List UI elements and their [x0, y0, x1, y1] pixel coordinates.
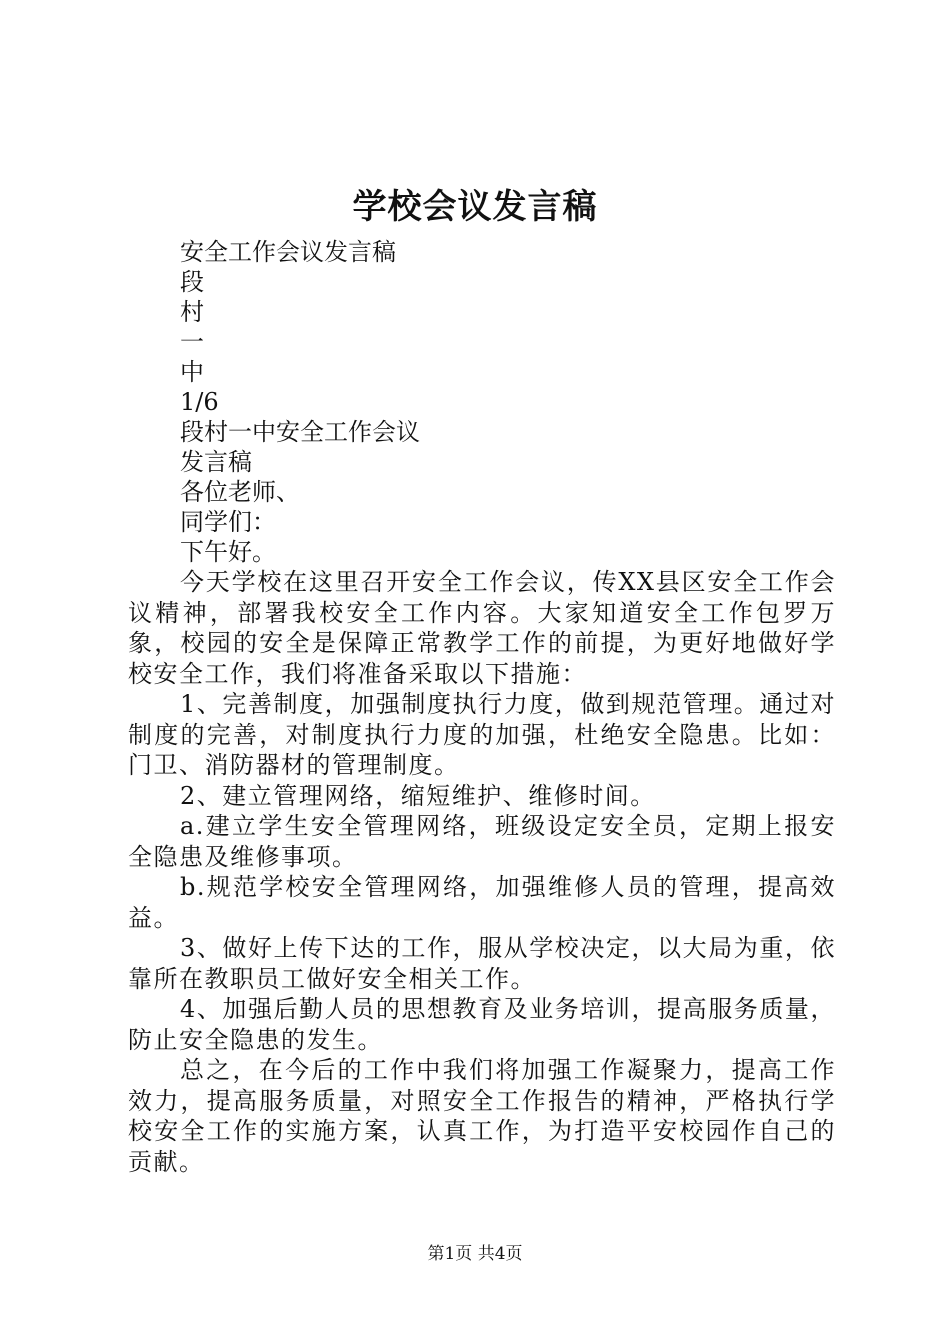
text-line: 一: [180, 328, 204, 356]
document-title: 学校会议发言稿: [352, 187, 598, 227]
body-paragraph: a.建立学生安全管理网络，班级设定安全员，定期上报安全隐患及维修事项。: [128, 812, 836, 871]
body-paragraph: 总之，在今后的工作中我们将加强工作凝聚力，提高工作效力，提高服务质量，对照安全工作报告的精神，严格执行学校安全工作的实施方案，认真工作，为打造平安校园作自己的贡献。: [128, 1056, 836, 1176]
greeting-line: 各位老师、: [180, 478, 300, 506]
body-paragraph: b.规范学校安全管理网络，加强维修人员的管理，提高效益。: [128, 873, 836, 932]
document-body: [128, 237, 836, 1177]
text-line: 段村一中安全工作会议: [180, 418, 420, 446]
page-footer: 第1页 共4页: [427, 1244, 523, 1264]
body-paragraph: 2、建立管理网络，缩短维护、维修时间。: [180, 781, 656, 810]
text-line: 发言稿: [180, 448, 252, 476]
greeting-line: 同学们：: [180, 508, 276, 536]
body-paragraph: 1、完善制度，加强制度执行力度，做到规范管理。通过对制度的完善，对制度执行力度的加强，杜绝安全隐患。比如：门卫、消防器材的管理制度。: [128, 690, 836, 779]
body-paragraph: 今天学校在这里召开安全工作会议，传XX县区安全工作会议精神，部署我校安全工作内容。大家知道安全工作包罗万象，校园的安全是保障正常教学工作的前提，为更好地做好学校安全工作，我们将准备采取以下措施：: [128, 568, 836, 688]
greeting-line: 下午好。: [180, 538, 276, 566]
body-paragraph: 4、加强后勤人员的思想教育及业务培训，提高服务质量，防止安全隐患的发生。: [128, 995, 836, 1054]
text-line: 中: [180, 358, 204, 386]
body-paragraph: 3、做好上传下达的工作，服从学校决定，以大局为重，依靠所在教职员工做好安全相关工作。: [128, 934, 836, 993]
subtitle-line: 安全工作会议发言稿: [180, 238, 396, 266]
text-line: 1/6: [180, 388, 219, 416]
text-line: 村: [180, 298, 204, 326]
text-line: 段: [180, 268, 204, 296]
